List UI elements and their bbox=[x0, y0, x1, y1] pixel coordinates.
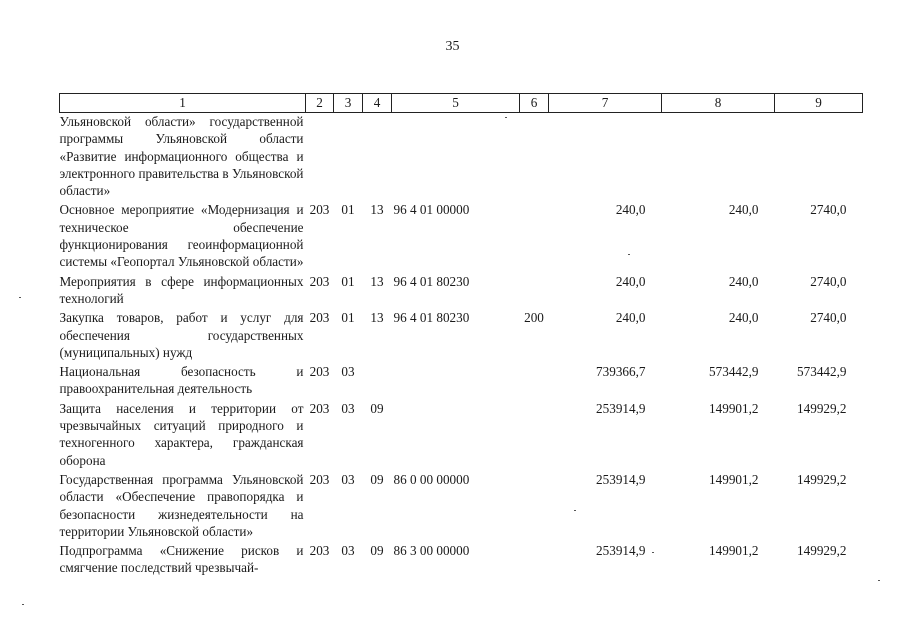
cell-subsection: 13 bbox=[370, 310, 384, 326]
row-name: Ульяновской области» государственной программы Ульяновской области «Развитие информационного общества и электронного правительства в Ульяновской области» bbox=[59, 114, 304, 199]
table-row bbox=[60, 540, 863, 577]
column-header: 7 bbox=[549, 94, 662, 113]
table-row bbox=[60, 307, 863, 361]
cell-subsection: 13 bbox=[370, 273, 384, 289]
table-row bbox=[60, 271, 863, 308]
column-header: 5 bbox=[392, 94, 520, 113]
cell-amount-col7: 240,0 bbox=[615, 310, 646, 326]
page-number: 35 bbox=[445, 39, 460, 54]
cell-amount-col8: 240,0 bbox=[728, 310, 759, 326]
scan-speck bbox=[505, 117, 507, 118]
table-row bbox=[60, 361, 863, 398]
cell-amount-col8: 240,0 bbox=[728, 202, 759, 218]
cell-amount-col7: 739366,7 bbox=[596, 364, 646, 380]
cell-expense-type: 200 bbox=[524, 310, 544, 326]
row-name: Подпрограмма «Снижение рисков и смягчение последствий чрезвычай- bbox=[59, 543, 304, 576]
cell-amount-col9 bbox=[775, 113, 863, 200]
row-name: Закупка товаров, работ и услуг для обеспечения государственных (муниципальных) нужд bbox=[59, 310, 304, 360]
cell-section: 03 bbox=[341, 471, 355, 487]
cell-expense-type bbox=[520, 271, 549, 308]
cell-target-code: 96 4 01 80230 bbox=[393, 310, 470, 326]
cell-target-code: 86 3 00 00000 bbox=[393, 543, 470, 559]
table-row bbox=[60, 398, 863, 469]
cell-amount-col7: 253914,9 bbox=[596, 543, 646, 559]
table-row bbox=[60, 469, 863, 540]
scan-speck bbox=[22, 604, 24, 605]
table-row bbox=[60, 113, 863, 200]
cell-amount-col9: 2740,0 bbox=[810, 273, 847, 289]
cell-expense-type bbox=[520, 199, 549, 270]
cell-target-code bbox=[392, 113, 520, 200]
cell-ministry: 203 bbox=[309, 400, 330, 416]
cell-amount-col8: 149901,2 bbox=[709, 543, 759, 559]
row-name: Национальная безопасность и правоохранительная деятельность bbox=[59, 364, 304, 397]
row-name: Основное мероприятие «Модернизация и техническое обеспечение функционирования геоинформационной системы «Геопортал Ульяновской области» bbox=[59, 202, 304, 270]
scan-speck bbox=[19, 297, 21, 298]
cell-amount-col7: 240,0 bbox=[615, 273, 646, 289]
cell-expense-type bbox=[520, 540, 549, 577]
cell-amount-col9: 2740,0 bbox=[810, 310, 847, 326]
scan-speck bbox=[628, 254, 630, 255]
column-header: 9 bbox=[775, 94, 863, 113]
column-header: 2 bbox=[306, 94, 334, 113]
cell-amount-col8 bbox=[662, 113, 775, 200]
cell-amount-col9: 149929,2 bbox=[797, 471, 847, 487]
column-header: 6 bbox=[520, 94, 549, 113]
cell-subsection bbox=[363, 361, 392, 398]
cell-target-code bbox=[392, 361, 520, 398]
cell-expense-type bbox=[520, 361, 549, 398]
row-name: Государственная программа Ульяновской области «Обеспечение правопорядка и безопасности жизнедеятельности на территории Ульяновской области» bbox=[59, 471, 304, 539]
cell-amount-col9: 149929,2 bbox=[797, 400, 847, 416]
cell-ministry: 203 bbox=[309, 273, 330, 289]
cell-section: 03 bbox=[341, 400, 355, 416]
cell-section: 01 bbox=[341, 202, 355, 218]
row-name: Защита населения и территории от чрезвычайных ситуаций природного и техногенного характера, гражданская оборона bbox=[59, 400, 304, 468]
cell-amount-col7: 253914,9 bbox=[596, 471, 646, 487]
cell-subsection: 09 bbox=[370, 543, 384, 559]
cell-subsection: 09 bbox=[370, 400, 384, 416]
cell-expense-type bbox=[520, 469, 549, 540]
scan-speck bbox=[878, 580, 880, 581]
table-row bbox=[60, 199, 863, 270]
cell-subsection: 13 bbox=[370, 202, 384, 218]
cell-ministry: 203 bbox=[309, 364, 330, 380]
cell-expense-type bbox=[520, 113, 549, 200]
cell-expense-type bbox=[520, 398, 549, 469]
cell-subsection: 09 bbox=[370, 471, 384, 487]
column-header: 1 bbox=[60, 94, 306, 113]
column-header: 3 bbox=[334, 94, 363, 113]
table-header-row bbox=[60, 94, 863, 113]
cell-target-code: 96 4 01 80230 bbox=[393, 273, 470, 289]
row-name: Мероприятия в сфере информационных технологий bbox=[59, 273, 304, 306]
cell-amount-col8: 573442,9 bbox=[709, 364, 759, 380]
cell-section bbox=[334, 113, 363, 200]
cell-target-code: 96 4 01 00000 bbox=[393, 202, 470, 218]
column-header: 4 bbox=[363, 94, 392, 113]
cell-ministry: 203 bbox=[309, 202, 330, 218]
cell-amount-col7: 240,0 bbox=[615, 202, 646, 218]
cell-section: 03 bbox=[341, 364, 355, 380]
cell-amount-col9: 149929,2 bbox=[797, 543, 847, 559]
scan-speck bbox=[574, 510, 576, 511]
cell-amount-col7: 253914,9 bbox=[596, 400, 646, 416]
cell-section: 03 bbox=[341, 543, 355, 559]
cell-amount-col8: 240,0 bbox=[728, 273, 759, 289]
cell-amount-col7 bbox=[549, 113, 662, 200]
budget-table bbox=[59, 93, 863, 577]
cell-amount-col8: 149901,2 bbox=[709, 400, 759, 416]
cell-section: 01 bbox=[341, 310, 355, 326]
cell-target-code bbox=[392, 398, 520, 469]
cell-target-code: 86 0 00 00000 bbox=[393, 471, 470, 487]
cell-amount-col8: 149901,2 bbox=[709, 471, 759, 487]
cell-ministry bbox=[306, 113, 334, 200]
cell-subsection bbox=[363, 113, 392, 200]
cell-amount-col9: 2740,0 bbox=[810, 202, 847, 218]
column-header: 8 bbox=[662, 94, 775, 113]
cell-section: 01 bbox=[341, 273, 355, 289]
scan-speck bbox=[652, 552, 654, 553]
cell-ministry: 203 bbox=[309, 471, 330, 487]
cell-amount-col9: 573442,9 bbox=[797, 364, 847, 380]
cell-ministry: 203 bbox=[309, 310, 330, 326]
cell-ministry: 203 bbox=[309, 543, 330, 559]
